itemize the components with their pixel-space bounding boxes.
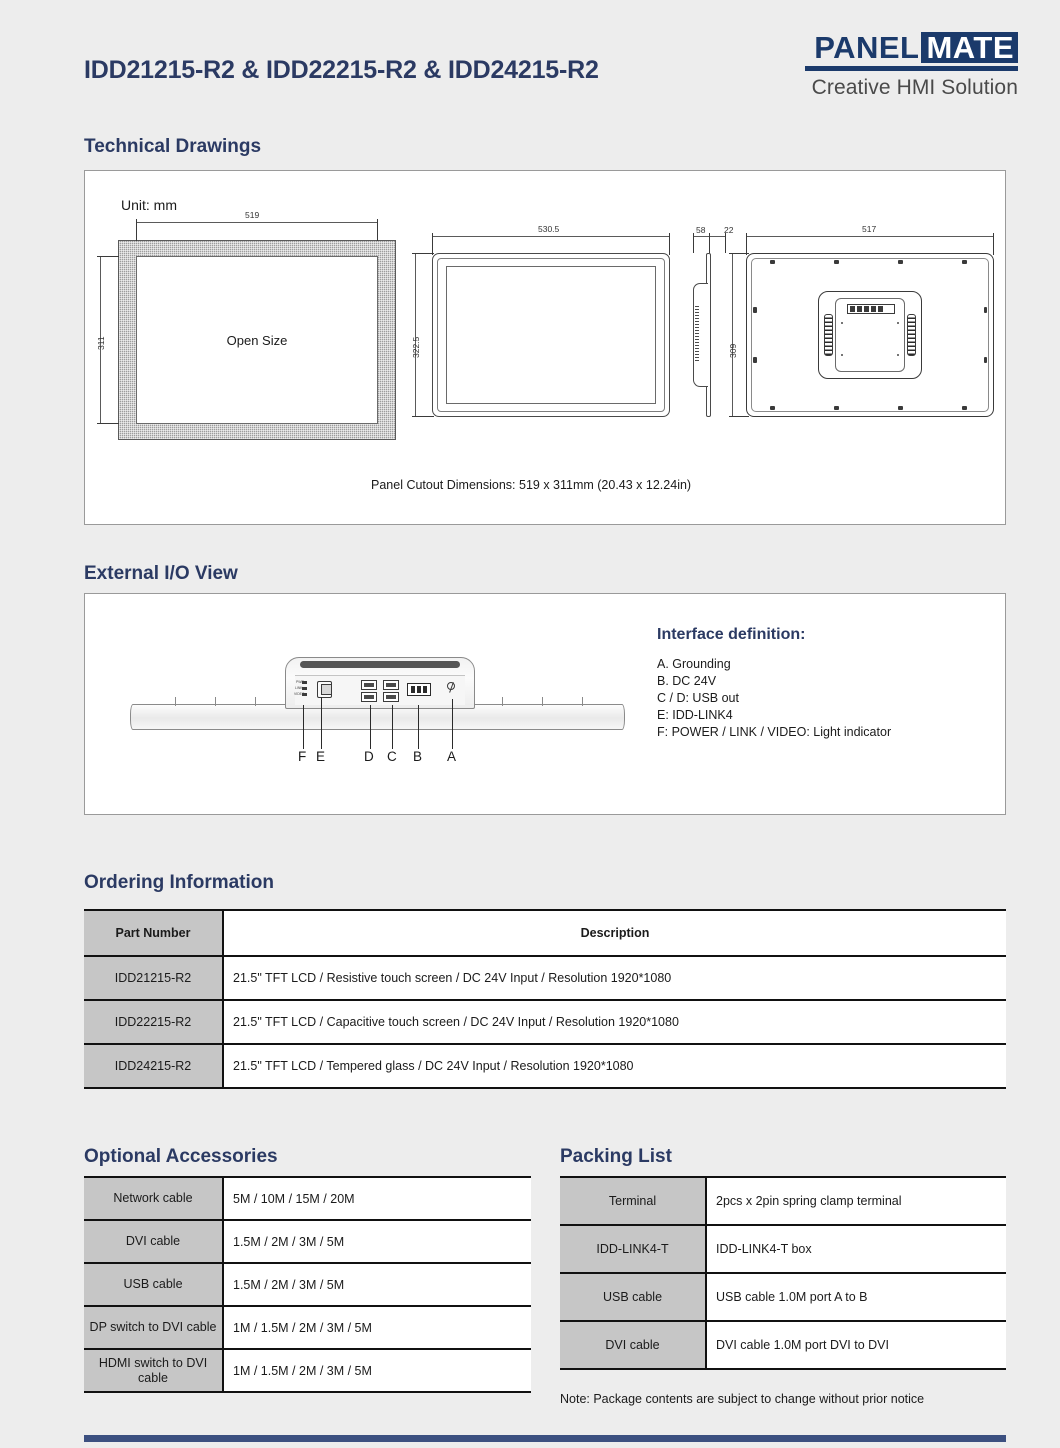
led-label-video: VIDEO [294,692,305,696]
panel-clip [255,697,256,706]
rear-vent-right [907,314,916,356]
cell-description: 21.5" TFT LCD / Capacitive touch screen / DC 24V Input / Resolution 1920*1080 [223,1000,1006,1044]
interface-definition-title: Interface definition: [657,626,806,643]
cell-packing-item: Terminal [560,1177,706,1225]
cell-accessory-lengths: 1.5M / 2M / 3M / 5M [223,1263,531,1306]
dim-rear-width: 517 [862,224,877,234]
table-header-row [84,910,1006,956]
column-header-part-number: Part Number [84,910,223,956]
cell-part-number: IDD21215-R2 [84,956,223,1000]
table-row [84,1220,531,1263]
dim-tick [377,219,378,241]
callout-line-d [370,705,371,749]
rear-screw [984,307,988,313]
external-io-panel [84,593,1006,815]
page-title: IDD21215-R2 & IDD22215-R2 & IDD24215-R2 [84,56,599,84]
cell-part-number: IDD22215-R2 [84,1000,223,1044]
dim-tick [725,233,726,253]
drawing-io-bottom-view [130,649,625,774]
rear-port [878,306,883,312]
dim-front-height: 322.5 [411,336,421,358]
dim-line-open-width [136,222,378,223]
usb-port-c-upper [383,680,399,690]
rear-port [864,306,869,312]
cell-description: 21.5" TFT LCD / Tempered glass / DC 24V Input / Resolution 1920*1080 [223,1044,1006,1088]
led-label-link: LINK [295,686,303,690]
dim-line-rear-width [746,236,994,237]
table-row [84,1306,531,1349]
cell-packing-desc: USB cable 1.0M port A to B [706,1273,1006,1321]
callout-label-e: E [316,749,326,764]
dim-open-height: 311 [96,336,106,350]
logo-panel-text: PANEL [814,30,920,65]
logo-tagline: Creative HMI Solution [811,76,1018,99]
rear-port [850,306,855,312]
table-row [560,1177,1006,1225]
idd-link4-rj45-port [317,681,332,698]
drawing-front-view [411,224,670,417]
logo-mate-text: MATE [921,32,1018,63]
table-row [560,1321,1006,1369]
cell-accessory-name: DVI cable [84,1220,223,1263]
table-row [84,1044,1006,1088]
dim-tick [432,233,433,255]
cell-packing-desc: DVI cable 1.0M port DVI to DVI [706,1321,1006,1369]
table-row [84,1000,1006,1044]
callout-label-b: B [413,749,423,764]
cell-packing-item: USB cable [560,1273,706,1321]
rear-screw [834,260,839,264]
dim-tick [993,233,994,255]
cell-accessory-name: Network cable [84,1177,223,1220]
mount-dot [897,354,899,356]
led-label-power: PWR [296,680,304,684]
ordering-information-table [84,909,1006,1089]
terminal-pin [423,686,427,693]
column-header-description: Description [223,910,1006,956]
dim-tick [412,253,434,254]
rear-screw [753,307,757,313]
mount-dot [841,354,843,356]
callout-label-d: D [364,749,374,764]
cell-part-number: IDD24215-R2 [84,1044,223,1088]
table-row [84,1349,531,1392]
mount-dot [841,322,843,324]
cell-accessory-name: HDMI switch to DVI cable [84,1349,223,1392]
dim-tick [136,219,137,241]
panel-clip [582,697,583,706]
cell-accessory-lengths: 5M / 10M / 15M / 20M [223,1177,531,1220]
panel-cutout-caption: Panel Cutout Dimensions: 519 x 311mm (20.43 x 12.24in) [371,478,692,492]
cell-accessory-lengths: 1.5M / 2M / 3M / 5M [223,1220,531,1263]
dim-side-offset: 22 [724,225,734,235]
footer-accent-bar [84,1435,1006,1442]
rear-screw [962,260,967,264]
dim-rear-height: 309 [728,343,738,358]
interface-item-b: B. DC 24V [657,674,717,688]
callout-label-a: A [447,749,457,764]
dim-line-side-offset [710,236,726,237]
dim-open-width: 519 [245,210,260,220]
rear-io-ports [847,304,895,314]
interface-item-a: A. Grounding [657,657,731,671]
dim-tick [97,256,119,257]
dim-line-side-depth [693,236,710,237]
panel-clip [502,697,503,706]
rear-port [857,306,862,312]
rear-screw [834,406,839,410]
section-heading-ordering-information: Ordering Information [84,872,274,893]
panel-clip [175,697,176,706]
rear-screw [753,357,757,363]
rear-screw [962,406,967,410]
table-row [84,956,1006,1000]
cell-accessory-lengths: 1M / 1.5M / 2M / 3M / 5M [223,1306,531,1349]
dim-tick [729,416,749,417]
rear-vesa-plate [818,291,922,379]
rear-screw [770,260,775,264]
rear-screw [898,406,903,410]
rear-screw [898,260,903,264]
dim-tick [693,233,694,253]
table-row [84,1263,531,1306]
drawing-open-size [96,210,396,440]
section-heading-optional-accessories: Optional Accessories [84,1146,278,1167]
rear-screw [770,406,775,410]
table-row [84,1177,531,1220]
usb-port-c-lower [383,692,399,702]
dc-24v-terminal-block [407,683,431,696]
dim-line-front-height [415,253,416,417]
callout-label-c: C [387,749,397,764]
cell-packing-desc: IDD-LINK4-T box [706,1225,1006,1273]
table-row [560,1273,1006,1321]
rear-vent-left [824,314,833,356]
callout-line-f [303,705,304,749]
rear-port [871,306,876,312]
table-row [560,1225,1006,1273]
dim-tick [729,253,749,254]
dim-line-front-width [432,236,670,237]
section-heading-technical-drawings: Technical Drawings [84,136,262,157]
interface-item-e: E: IDD-LINK4 [657,708,733,722]
dim-tick [669,233,670,255]
cell-accessory-lengths: 1M / 1.5M / 2M / 3M / 5M [223,1349,531,1392]
dim-line-rear-height [732,253,733,417]
callout-line-e [321,697,322,749]
packing-list-note: Note: Package contents are subject to change without prior notice [560,1392,925,1406]
optional-accessories-table [84,1176,531,1393]
usb-port-d-lower [361,692,377,702]
usb-port-d-upper [361,680,377,690]
logo-underline-bar [805,66,1018,71]
callout-line-c [392,705,393,749]
panel-clip [542,697,543,706]
unit-label: Unit: mm [121,197,177,213]
page-header [0,0,1060,110]
cell-accessory-name: DP switch to DVI cable [84,1306,223,1349]
side-heatsink-fins [695,305,699,361]
callout-line-b [418,705,419,749]
rear-screw [984,357,988,363]
cell-packing-desc: 2pcs x 2pin spring clamp terminal [706,1177,1006,1225]
io-housing-top-edge [300,661,460,668]
cell-accessory-name: USB cable [84,1263,223,1306]
interface-item-cd: C / D: USB out [657,691,739,705]
dim-side-depth: 58 [696,225,706,235]
dim-tick [97,423,119,424]
interface-item-f: F: POWER / LINK / VIDEO: Light indicator [657,725,892,739]
callout-label-f: F [298,749,307,764]
cell-packing-item: IDD-LINK4-T [560,1225,706,1273]
section-heading-packing-list: Packing List [560,1146,672,1167]
panel-clip [215,697,216,706]
terminal-pin [411,686,415,693]
front-display-area [446,266,656,404]
section-heading-external-io-view: External I/O View [84,563,238,584]
packing-list-table [560,1176,1006,1370]
cell-packing-item: DVI cable [560,1321,706,1369]
dim-front-width: 530.5 [538,224,560,234]
interface-definition-list [657,656,891,741]
open-size-label: Open Size [136,256,378,424]
mount-dot [897,322,899,324]
logo-wordmark [805,32,1018,63]
panelmate-logo [805,32,1018,100]
dim-tick [746,233,747,255]
callout-line-a [452,699,453,749]
cell-description: 21.5" TFT LCD / Resistive touch screen / DC 24V Input / Resolution 1920*1080 [223,956,1006,1000]
grounding-screw [447,682,455,690]
dim-tick [412,416,434,417]
terminal-pin [417,686,421,693]
